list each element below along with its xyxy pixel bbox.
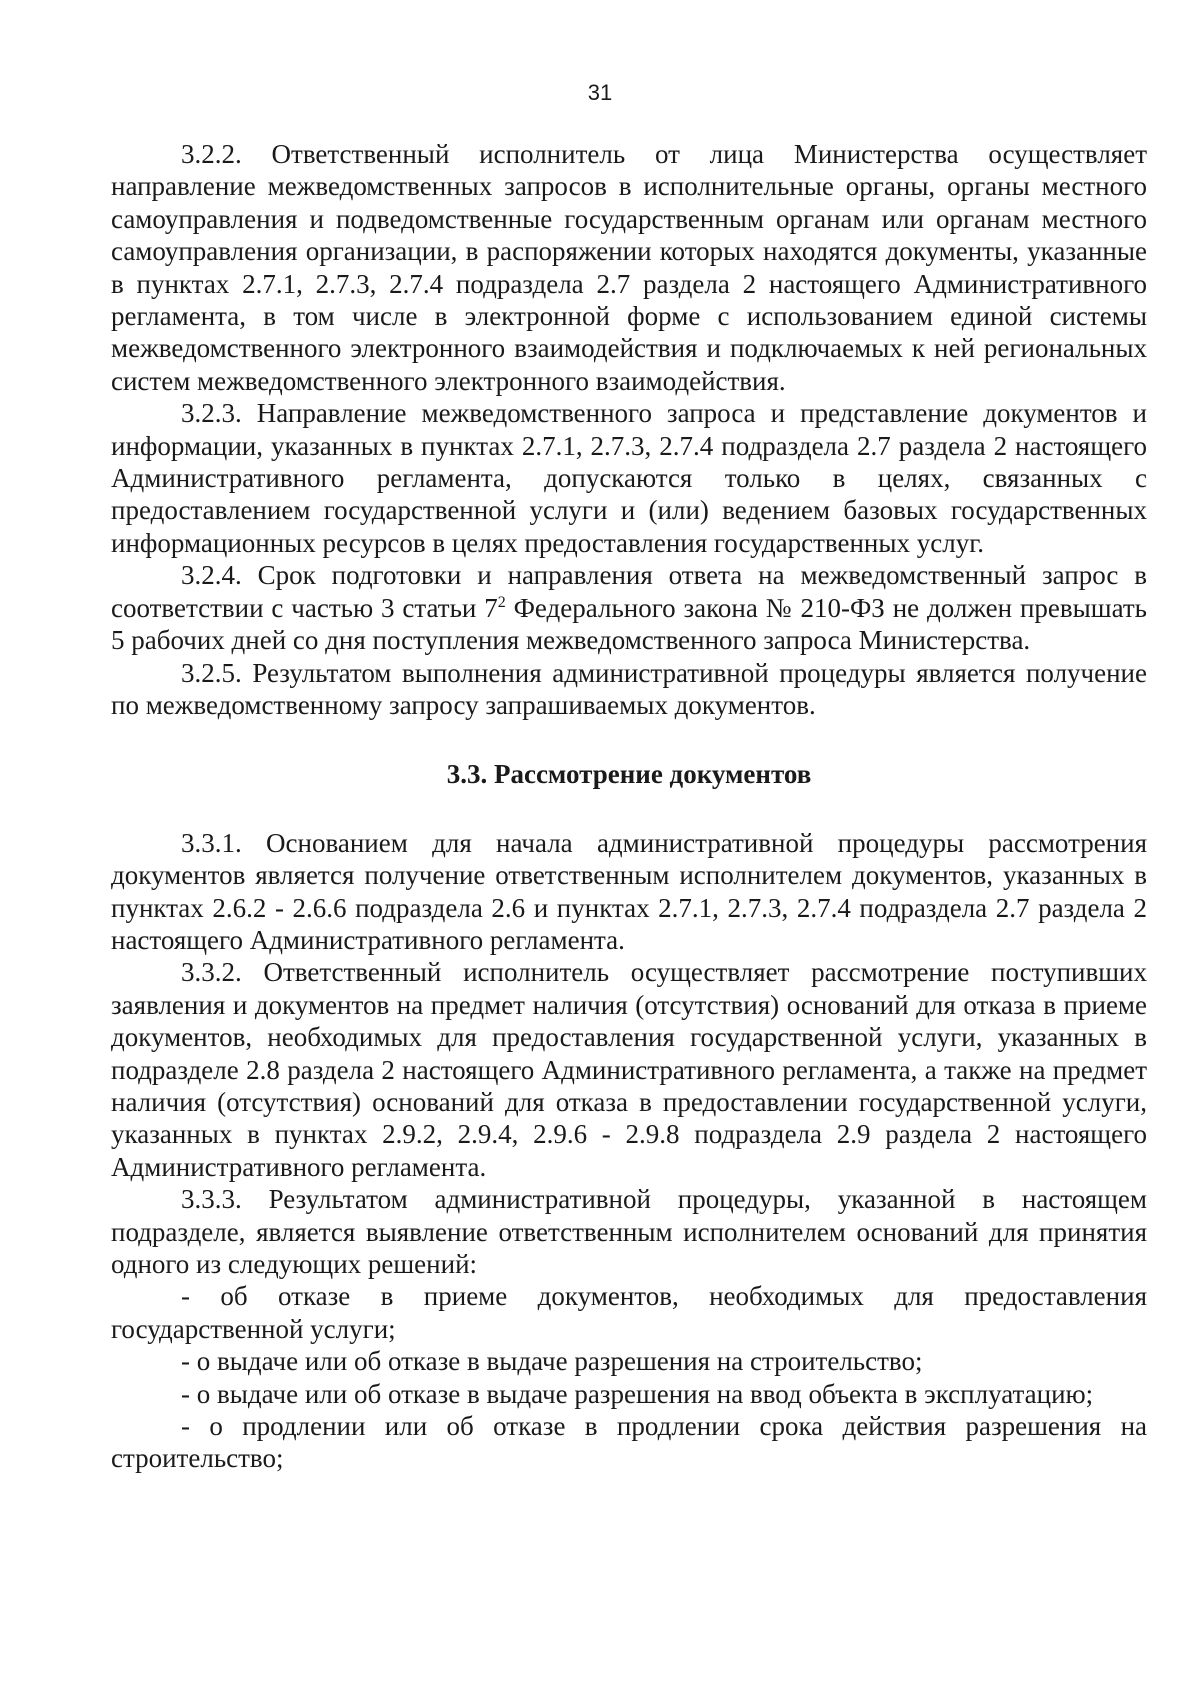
article-superscript: 2 — [497, 593, 506, 611]
list-item-refusal-acceptance: - об отказе в приеме документов, необходимых для предоставления государственной услуги; — [111, 1281, 1147, 1344]
document-body — [111, 138, 1147, 1475]
paragraph-3-2-3: 3.2.3. Направление межведомственного запроса и представление документов и информации, указанных в пунктах 2.7.1, 2.7.3, 2.7.4 подраздела 2.7 раздела 2 настоящего Административного регламента, допускаются только в целях, связанных с предоставлением государственной услуги и (или) ведением базовых государственных информационных ресурсов в целях предоставления государственных услуг. — [111, 398, 1147, 558]
section-heading: 3.3. Рассмотрение документов — [446, 759, 812, 790]
paragraph-3-3-1: 3.3.1. Основанием для начала административной процедуры рассмотрения документов является получение ответственным исполнителем документов, указанных в пунктах 2.6.2 - 2.6.6 подраздела 2.6 и пунктах 2.7.1, 2.7.3, 2.7.4 подраздела 2.7 раздела 2 настоящего Административного регламента. — [111, 827, 1147, 955]
paragraph-3-2-4-part1: 3.2.4. Срок подготовки и направления ответа на межведомственный запрос в соответствии с частью 3 статьи 7 — [111, 560, 1147, 623]
paragraph-3-2-4-part2: Федерального закона № 210-ФЗ не должен превышать 5 рабочих дней со дня поступления межведомственного запроса Министерства. — [111, 592, 1147, 656]
paragraph-3-2-4 — [111, 559, 1147, 656]
list-item-permit-extension: - о продлении или об отказе в продлении срока действия разрешения на строительство; — [111, 1411, 1147, 1474]
list-item-construction-permit: - о выдаче или об отказе в выдаче разрешения на строительство; — [181, 1346, 923, 1377]
paragraph-3-3-2: 3.3.2. Ответственный исполнитель осуществляет рассмотрение поступивших заявления и документов на предмет наличия (отсутствия) оснований для отказа в приеме документов, необходимых для предоставления государственной услуги, указанных в подразделе 2.8 раздела 2 настоящего Административного регламента, а также на предмет наличия (отсутствия) оснований для отказа в предоставлении государственной услуги, указанных в пунктах 2.9.2, 2.9.4, 2.9.6 - 2.9.8 подраздела 2.9 раздела 2 настоящего Административного регламента. — [111, 957, 1147, 1182]
paragraph-3-2-5: 3.2.5. Результатом выполнения административной процедуры является получение по межведомственному запросу запрашиваемых документов. — [111, 657, 1147, 720]
list-item-commissioning-permit: - о выдаче или об отказе в выдаче разрешения на ввод объекта в эксплуатацию; — [181, 1378, 1094, 1409]
page-number: 31 — [587, 80, 613, 105]
paragraph-3-2-2: 3.2.2. Ответственный исполнитель от лица Министерства осуществляет направление межведомственных запросов в исполнительные органы, органы местного самоуправления и подведомственные государственным органам или органам местного самоуправления организации, в распоряжении которых находятся документы, указанные в пунктах 2.7.1, 2.7.3, 2.7.4 подраздела 2.7 раздела 2 настоящего Административного регламента, в том числе в электронной форме с использованием единой системы межведомственного электронного взаимодействия и подключаемых к ней региональных систем межведомственного электронного взаимодействия. — [111, 139, 1147, 396]
paragraph-3-3-3: 3.3.3. Результатом административной процедуры, указанной в настоящем подразделе, является выявление ответственным исполнителем оснований для принятия одного из следующих решений: — [111, 1184, 1147, 1279]
